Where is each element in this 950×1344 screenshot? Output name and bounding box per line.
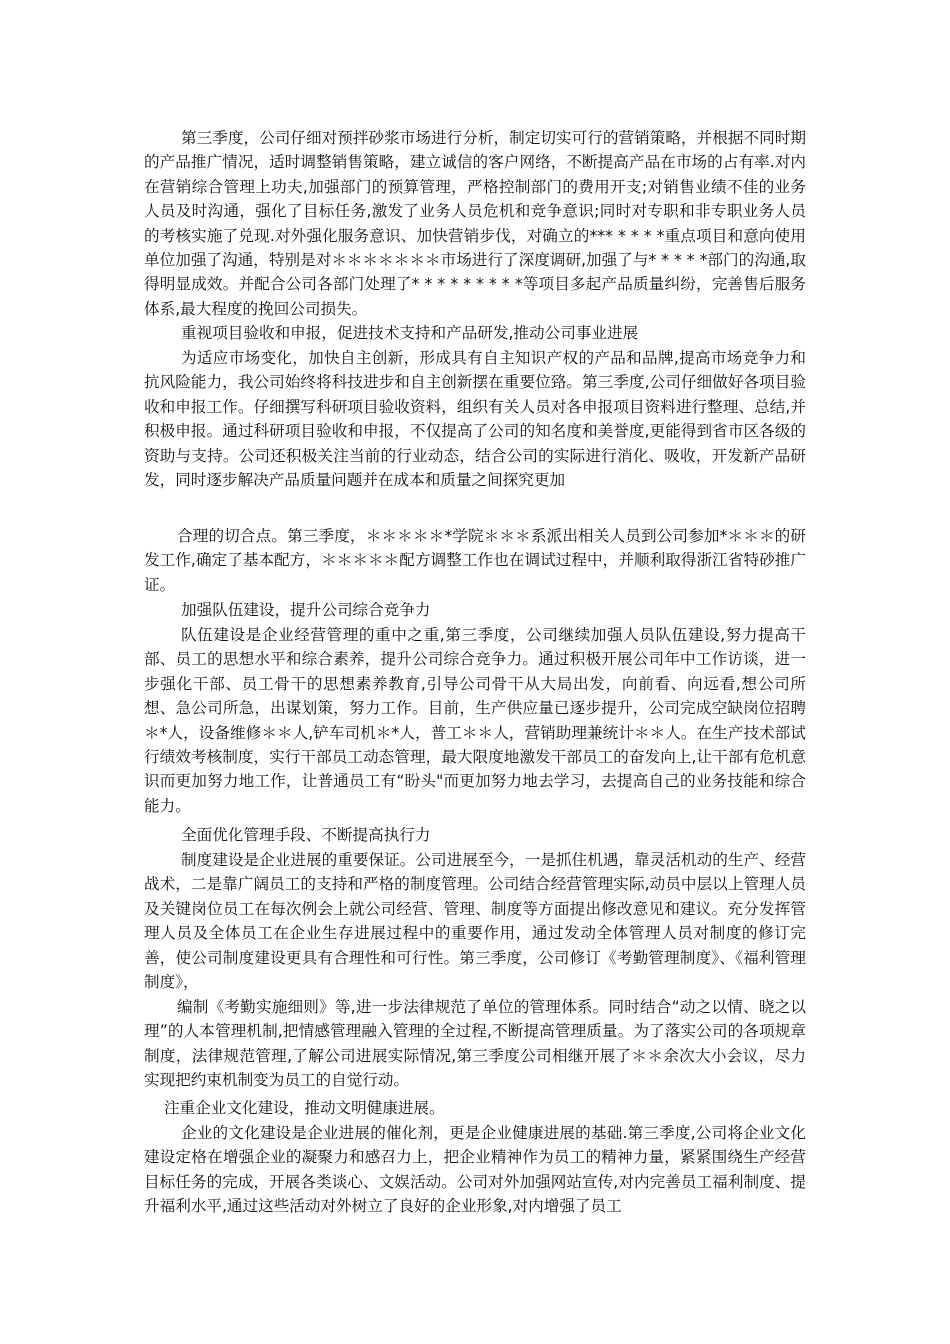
paragraph-management: 制度建设是企业进展的重要保证。公司进展至今，一是抓住机遇，靠灵活机动的生产、经营战术，二是靠广阔员工的支持和严格的制度管理。公司结合经营管理实际,动员中层以上管理人员及关键岗位员工在每次例会上就公司经营、管理、制度等方面提出修改意见和建议。充分发挥管理人员及全体员工在企业生存进展过程中的重要作用，通过发动全体管理人员对制度的修订完善，使公司制度建设更具有合理性和可行性。第三季度，公司修订《考勤管理制度》、《福利管理制度》， xyxy=(144,851,806,992)
section-heading-team-building: 加强队伍建设，提升公司综合竞争力 xyxy=(181,601,431,619)
paragraph-management-continued: 编制《考勤实施细则》等,进一步法律规范了单位的管理体系。同时结合“动之以情、晓之以理”的人本管理机制,把情感管理融入管理的全过程,不断提高管理质量。为了落实公司的各项规章制度，法律规范管理,了解公司进展实际情况,第三季度公司相继开展了＊＊余次大小会议，尽力实现把约束机制变为员工的自觉行动。 xyxy=(144,998,806,1090)
paragraph-research: 为适应市场变化，加快自主创新，形成具有自主知识产权的产品和品牌,提高市场竞争力和抗风险能力，我公司始终将科技进步和自主创新摆在重要位臵。第三季度,公司仔细做好各项目验收和申报工作。仔细撰写科研项目验收资料，组织有关人员对各申报项目资料进行整理、总结,并积极申报。通过科研项目验收和申报，不仅提高了公司的知名度和美誉度,更能得到省市区各级的资助与支持。公司还积极关注当前的行业动态，结合公司的实际进行消化、吸收，开发新产品研发，同时逐步解决产品质量问题并在成本和质量之间探究更加 xyxy=(144,349,806,490)
paragraph-team: 队伍建设是企业经营管理的重中之重,第三季度，公司继续加强人员队伍建设,努力提高干部、员工的思想水平和综合素养，提升公司综合竞争力。通过积极开展公司年中工作访谈，进一步强化干部、员工骨干的思想素养教育,引导公司骨干从大局出发，向前看、向远看,想公司所想、急公司所急，出谋划策，努力工作。目前，生产供应量已逐步提升，公司完成空缺岗位招聘＊*人，设备维修＊＊人,铲车司机＊*人，普工＊＊人，营销助理兼统计＊＊人。在生产技术部试行绩效考核制度，实行干部员工动态管理，最大限度地激发干部员工的奋发向上,让干部有危机意识而更加努力地工作，让普通员工有“盼头"而更加努力地去学习，去提高自己的业务技能和综合能力。 xyxy=(144,626,806,815)
section-heading-project-acceptance: 重视项目验收和申报，促进技术支持和产品研发,推动公司事业进展 xyxy=(181,324,639,342)
paragraph-culture: 企业的文化建设是企业进展的催化剂，更是企业健康进展的基础.第三季度,公司将企业文化建设定格在增强企业的凝聚力和感召力上，把企业精神作为员工的精神力量，紧紧围绕生产经营目标任务的完成，开展各类谈心、文娱活动。公司对外加强网站宣传,对内完善员工福利制度、提升福利水平,通过这些活动对外树立了良好的企业形象,对内增强了员工 xyxy=(144,1124,806,1216)
section-heading-culture: 注重企业文化建设，推动文明健康进展。 xyxy=(164,1099,445,1117)
paragraph-marketing: 第三季度，公司仔细对预拌砂浆市场进行分析，制定切实可行的营销策略，并根据不同时期的产品推广情况，适时调整销售策略，建立诚信的客户网络，不断提高产品在市场的占有率.对内在营销综合管理上功夫,加强部门的预算管理，严格控制部门的费用开支;对销售业绩不佳的业务人员及时沟通，强化了目标任务,激发了业务人员危机和竞争意识;同时对专职和非专职业务人员的考核实施了兑现.对外强化服务意识、加快营销步伐，对确立的*** * * * *重点项目和意向使用单位加强了沟通，特别是对＊＊＊＊＊＊＊市场进行了深度调研,加强了与* * * * *部门的沟通,取得明显成效。并配合公司各部门处理了* * * * * * * * *等项目多起产品质量纠纷，完善售后服务体系,最大程度的挽回公司损失。 xyxy=(144,129,806,318)
section-heading-management: 全面优化管理手段、不断提高执行力 xyxy=(181,826,431,844)
paragraph-research-continued: 合理的切合点。第三季度，＊＊＊＊＊*学院＊＊＊系派出相关人员到公司参加*＊＊＊的研发工作,确定了基本配方，＊＊＊＊＊配方调整工作也在调试过程中，并顺利取得浙江省特砂推广证。 xyxy=(144,527,806,594)
